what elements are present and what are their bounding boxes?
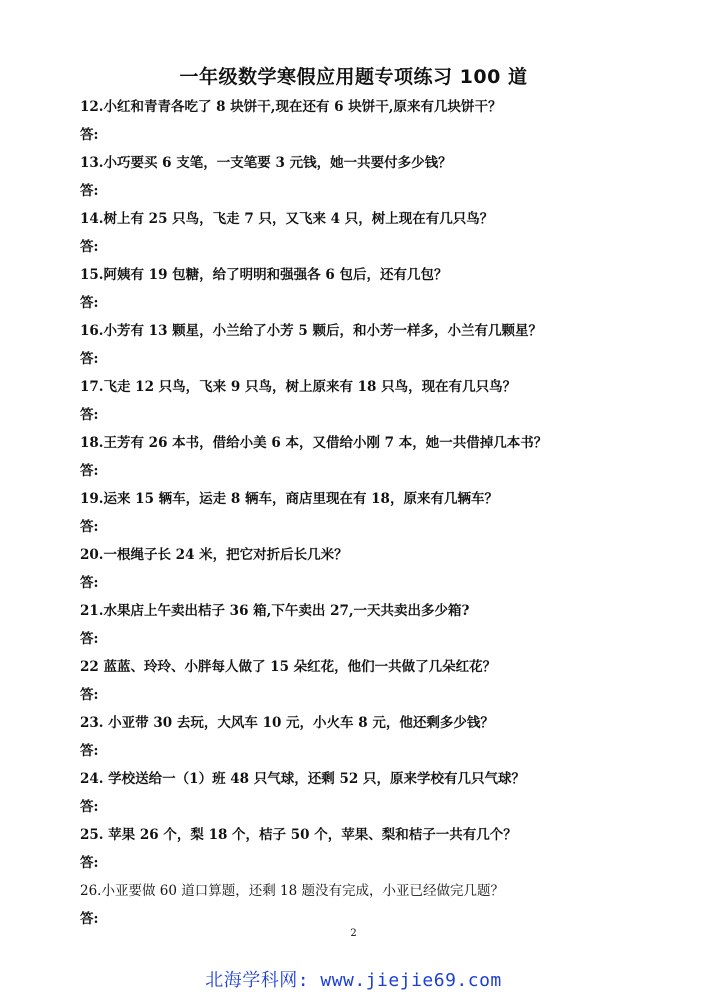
question-text: 13.小巧要买 6 支笔，一支笔要 3 元钱，她一共要付多少钱？ xyxy=(80,155,452,171)
question-item-25 xyxy=(80,823,680,879)
answer-label: 答: xyxy=(80,239,99,255)
footer-watermark: 北海学科网: www.jiejie69.com xyxy=(205,970,502,991)
question-text: 22 蓝蓝、玲玲、小胖每人做了 15 朵红花，他们一共做了几朵红花？ xyxy=(80,659,497,675)
question-text: 16.小芳有 13 颗星，小兰给了小芳 5 颗后，和小芳一样多，小兰有几颗星？ xyxy=(80,323,542,339)
question-item-16 xyxy=(80,319,680,375)
answer-label: 答: xyxy=(80,127,99,143)
answer-label: 答: xyxy=(80,463,99,479)
question-item-17 xyxy=(80,375,680,431)
answer-label: 答: xyxy=(80,519,99,535)
answer-label: 答: xyxy=(80,855,99,871)
question-text: 15.阿姨有 19 包糖，给了明明和强强各 6 包后，还有几包？ xyxy=(80,267,448,283)
answer-label: 答: xyxy=(80,799,99,815)
question-text: 14.树上有 25 只鸟，飞走 7 只，又飞来 4 只，树上现在有几只鸟？ xyxy=(80,211,494,227)
question-item-20 xyxy=(80,543,680,599)
question-item-14 xyxy=(80,207,680,263)
question-item-23 xyxy=(80,711,680,767)
question-item-22 xyxy=(80,655,680,711)
answer-label: 答: xyxy=(80,183,99,199)
answer-label: 答: xyxy=(80,351,99,367)
question-item-13 xyxy=(80,151,680,207)
answer-label: 答: xyxy=(80,687,99,703)
question-item-12 xyxy=(80,95,680,151)
question-item-21 xyxy=(80,599,680,655)
question-text: 12.小红和青青各吃了 8 块饼干,现在还有 6 块饼干,原来有几块饼干？ xyxy=(80,99,502,115)
answer-label: 答: xyxy=(80,295,99,311)
answer-label: 答: xyxy=(80,575,99,591)
question-item-19 xyxy=(80,487,680,543)
question-item-18 xyxy=(80,431,680,487)
answer-label: 答: xyxy=(80,631,99,647)
answer-label: 答: xyxy=(80,911,99,927)
question-text: 25. 苹果 26 个，梨 18 个，桔子 50 个，苹果、梨和桔子一共有几个？ xyxy=(80,827,517,843)
question-text: 21.水果店上午卖出桔子 36 箱,下午卖出 27,一天共卖出多少箱? xyxy=(80,603,470,619)
question-text: 24. 学校送给一（1）班 48 只气球，还剩 52 只，原来学校有几只气球？ xyxy=(80,771,525,787)
question-item-24 xyxy=(80,767,680,823)
page-title: 一年级数学寒假应用题专项练习 100 道 xyxy=(179,66,528,88)
question-item-15 xyxy=(80,263,680,319)
question-text: 20.一根绳子长 24 米，把它对折后长几米？ xyxy=(80,547,348,563)
question-item-26 xyxy=(80,879,680,935)
question-text: 19.运来 15 辆车，运走 8 辆车，商店里现在有 18，原来有几辆车？ xyxy=(80,491,498,507)
question-text: 26.小亚要做 60 道口算题，还剩 18 题没有完成，小亚已经做完几题？ xyxy=(80,883,504,899)
answer-label: 答: xyxy=(80,743,99,759)
question-list xyxy=(80,95,680,935)
page-number: 2 xyxy=(350,928,357,939)
question-text: 18.王芳有 26 本书，借给小美 6 本，又借给小刚 7 本，她一共借掉几本书？ xyxy=(80,435,548,451)
question-text: 23. 小亚带 30 去玩，大风车 10 元，小火车 8 元，他还剩多少钱？ xyxy=(80,715,494,731)
question-text: 17.飞走 12 只鸟，飞来 9 只鸟，树上原来有 18 只鸟，现在有几只鸟？ xyxy=(80,379,517,395)
answer-label: 答: xyxy=(80,407,99,423)
